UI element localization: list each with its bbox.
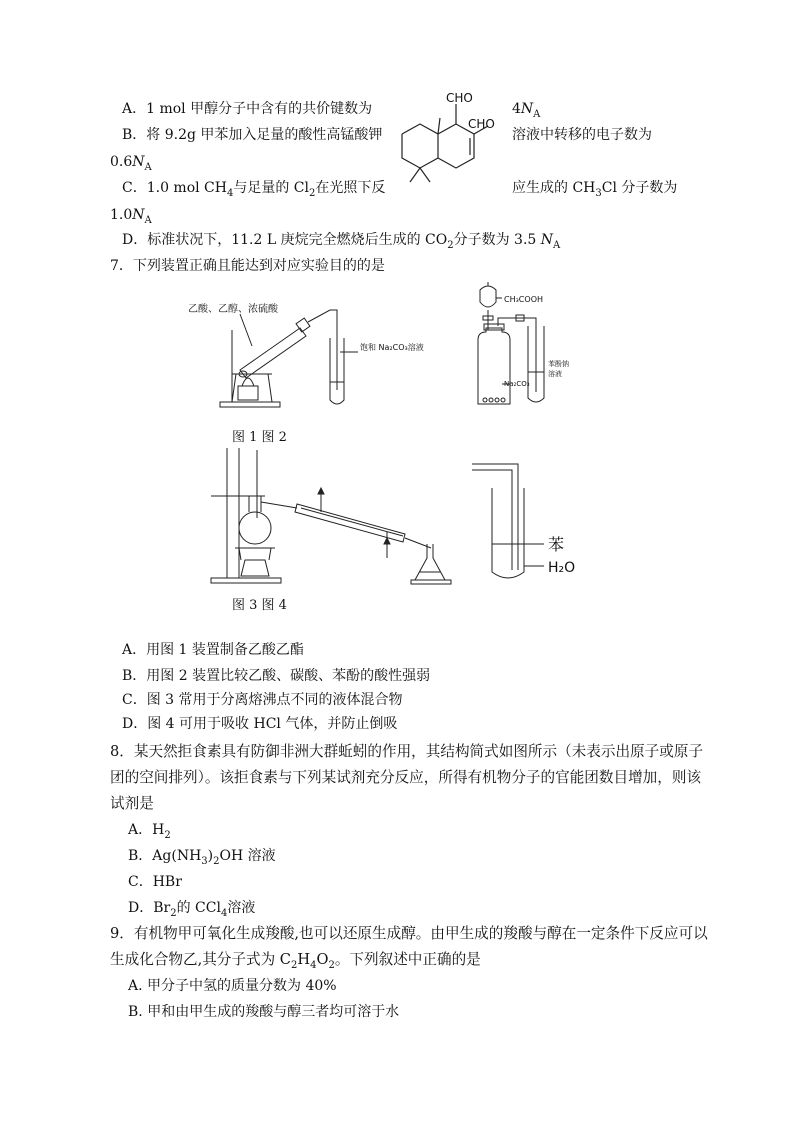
figure-3-apparatus (205, 448, 455, 588)
q6-option-a-value: $4N_A$ (512, 101, 541, 120)
q6-option-c-wrap: $1.0N_A$ (110, 207, 152, 226)
fig2-funnel-label: CH₃COOH (504, 295, 544, 304)
q8-stem-line-3: 试剂是 (110, 795, 154, 812)
q7-option-a: A．用图 1 装置制备乙酸乙酯 (122, 642, 304, 658)
q7-option-c: C．图 3 常用于分离熔沸点不同的液体混合物 (122, 692, 403, 708)
q8-option-d: D．$Br_2$的 CCl$_4$溶液 (128, 900, 256, 919)
caption-fig-1-2: 图 1 图 2 (232, 430, 287, 445)
q7-option-b: B．用图 2 装置比较乙酸、碳酸、苯酚的酸性强弱 (122, 668, 431, 684)
q8-option-b: B．$Ag(NH_3)_2OH$ 溶液 (128, 848, 276, 867)
q6-option-a (122, 99, 372, 119)
fig2-tube-label-1: 苯酚钠 (548, 360, 569, 368)
fig2-bottle-label: Na₂CO₃ (504, 380, 530, 388)
q8-option-a: A．$H_2$ (128, 822, 171, 841)
q9-stem-line-2: 生成化合物乙,其分子式为 $C_2H_4O_2$。下列叙述中正确的是 (110, 951, 481, 971)
fig4-benzene-label: 苯 (548, 535, 565, 554)
q6-option-c-tail: 应生成的 $CH_3Cl$ 分子数为 (512, 180, 678, 199)
q7-option-d: D．图 4 可用于吸收 HCl 气体，并防止倒吸 (122, 716, 398, 732)
figure-4-apparatus (470, 458, 600, 588)
fig4-water-label: H₂O (548, 560, 576, 576)
q6-option-b-tail: 溶液中转移的电子数为 (512, 127, 652, 143)
cho-right-label: CHO (468, 117, 495, 131)
figure-1-apparatus (180, 290, 424, 415)
caption-fig-3-4: 图 3 图 4 (232, 598, 287, 613)
fig1-tube-label: 饱和 Na₂CO₃溶液 (360, 343, 424, 352)
q6-option-c: C．1.0 mol $CH_4$与足量的 $Cl_2$在光照下反 (122, 180, 386, 199)
molecule-structure (380, 88, 510, 198)
figure-2-apparatus (470, 282, 590, 412)
q6-option-d: D．标准状况下，11.2 L 庚烷完全燃烧后生成的 $CO_2$分子数为 3.5 $N_A$ (122, 232, 561, 251)
cho-top-label: CHO (446, 91, 473, 105)
q8-stem-line-2: 团的空间排列）。该拒食素与下列某试剂充分反应，所得有机物分子的官能团数目增加，则该 (110, 769, 702, 786)
fig2-tube-label-2: 溶液 (548, 370, 562, 378)
fig1-reagents-label: 乙酸、乙醇、浓硫酸 (188, 304, 278, 315)
q6-option-a-text: A．1 mol 甲醇分子中含有的共价键数为 (122, 101, 373, 117)
q9-option-b: B. 甲和由甲生成的羧酸与醇三者均可溶于水 (128, 1004, 400, 1020)
q8-option-c: C．HBr (128, 874, 182, 890)
q6-option-b-wrap: $0.6N_A$ (110, 154, 152, 173)
q7-stem: 7．下列装置正确且能达到对应实验目的的是 (110, 258, 385, 274)
q8-stem-line-1: 8．某天然拒食素具有防御非洲大群蚯蚓的作用，其结构简式如图所示（未表示出原子或原子 (110, 743, 704, 760)
q9-option-a: A. 甲分子中氢的质量分数为 40% (128, 978, 337, 994)
q6-option-b: B．将 9.2g 甲苯加入足量的酸性高锰酸钾 (122, 127, 383, 143)
q9-stem-line-1: 9．有机物甲可氧化生成羧酸,也可以还原生成醇。由甲生成的羧酸与醇在一定条件下反应可以 (110, 925, 708, 942)
